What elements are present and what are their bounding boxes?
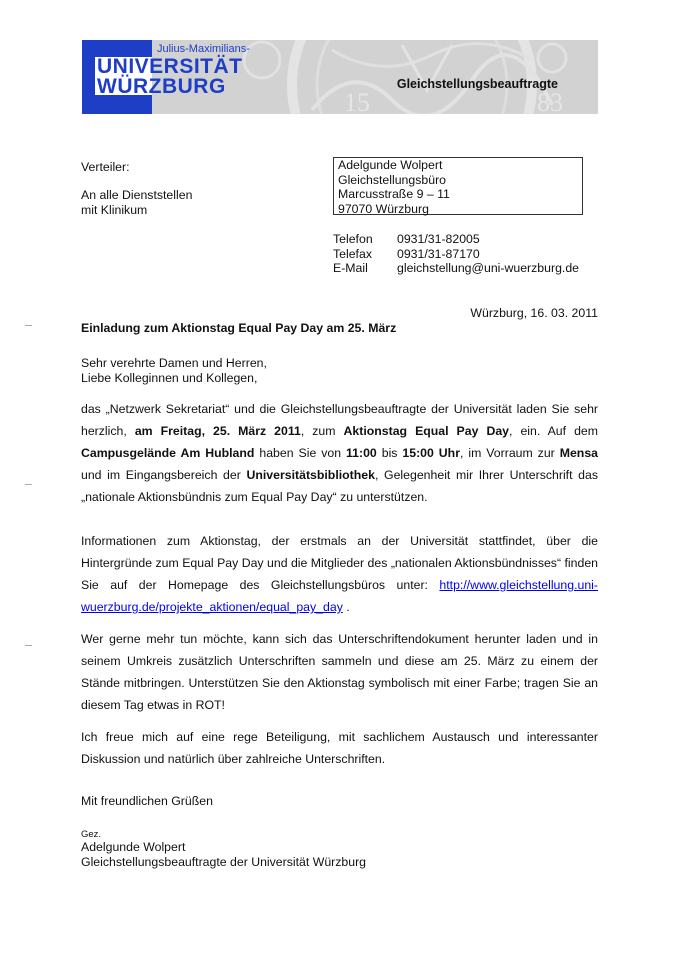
contact-label: E-Mail: [333, 261, 368, 275]
paragraph-closing: Ich freue mich auf eine rege Beteiligung, mit sachlichem Austausch und interessanter Diskussion und natürlich über zahlreiche Unterschriften.: [81, 730, 598, 766]
contact-email: [333, 261, 579, 276]
bold-library: Universitätsbibliothek: [246, 468, 375, 482]
fold-mark: [25, 484, 32, 485]
contact-value: 0931/31-87170: [397, 246, 480, 261]
bold-end-time: 15:00 Uhr: [402, 446, 460, 460]
bold-mensa: Mensa: [559, 446, 598, 460]
homepage-link[interactable]: http://www.gleichstellung.uni-wuerzburg.de/projekte_aktionen/equal_pay_day: [81, 578, 598, 614]
signature-gez: Gez.: [81, 829, 102, 840]
salutation-line: Sehr verehrte Damen und Herren,: [81, 356, 267, 370]
text: haben Sie von: [254, 446, 346, 460]
signature-title: Gleichstellungsbeauftragte der Universität Würzburg: [81, 855, 367, 869]
bold-start-time: 11:00: [346, 446, 377, 460]
text: , im Vorraum zur: [459, 446, 560, 460]
distribution-list: [81, 188, 192, 217]
bold-date: am Freitag, 25. März 2011: [134, 424, 301, 438]
distribution-label: Verteiler:: [81, 160, 130, 174]
sender-name: Adelgunde Wolpert: [338, 158, 443, 172]
text: Informationen zum Aktionstag, der erstmals an der Universität stattfindet, über die Hintergründe zum Equal Pay Day und die Mitglieder des „nationalen Aktionsbündnisses“ finden Sie auf der Homepage des Gleichstellungsbüros unter:: [81, 534, 598, 592]
fold-mark: [25, 645, 32, 646]
email-link[interactable]: gleichstellung@uni-wuerzburg.de: [397, 261, 580, 275]
logo-line-wuerzburg: WÜRZBURG: [97, 75, 226, 98]
logo-line-universitaet: UNIVERSITÄT: [97, 55, 243, 78]
paragraph-info: [81, 530, 598, 618]
distribution-line: An alle Dienststellen: [81, 188, 193, 202]
seal-year-left: 15: [344, 88, 370, 114]
sender-street: Marcusstraße 9 – 11: [338, 187, 450, 201]
text: , ein. Auf dem: [509, 424, 598, 438]
subject-line: Einladung zum Aktionstag Equal Pay Day am 25. März: [81, 321, 397, 335]
sender-office: Gleichstellungsbüro: [338, 172, 447, 187]
sender-city: 97070 Würzburg: [338, 201, 429, 216]
signature-name: Adelgunde Wolpert: [81, 840, 186, 854]
sender-address-box: [333, 157, 583, 215]
salutation-line: Liebe Kolleginnen und Kollegen,: [81, 371, 258, 385]
letterhead-banner: [82, 40, 598, 114]
bold-location: Campusgelände Am Hubland: [81, 446, 255, 460]
seal-year-right: 83: [537, 88, 563, 114]
distribution-line: mit Klinikum: [81, 202, 148, 217]
paragraph-signatures: Wer gerne mehr tun möchte, kann sich das Unterschriftendokument herunter laden und in seinem Umkreis zusätzlich Unterschriften sammeln und diese am 25. März zu einem der Stände mitbringen. Unterstützen Sie den Aktionstag symbolisch mit einer Farbe; tragen Sie an diesem Tag etwas in ROT!: [81, 632, 598, 712]
logo-subtitle: Julius-Maximilians-: [157, 43, 250, 55]
contact-value: 0931/31-82005: [397, 232, 480, 246]
text: bis: [376, 446, 403, 460]
contact-phone: [333, 232, 579, 247]
text: , zum: [300, 424, 344, 438]
paragraph-event: [81, 398, 598, 508]
contact-label: Telefax: [333, 246, 372, 261]
text: , Gelegenheit mir Ihrer Unterschrift das „nationale Aktionsbündnis zum Equal Pay Day“ zu unterstützen.: [81, 468, 598, 504]
signature-block: [81, 840, 366, 870]
bold-event: Aktionstag Equal Pay Day: [343, 424, 510, 438]
text: und im Eingangsbereich der: [81, 468, 247, 482]
text: .: [342, 600, 350, 614]
text: das „Netzwerk Sekretariat“ und die Gleichstellungsbeauftragte der Universität laden Sie sehr herzlich,: [81, 402, 598, 438]
contact-label: Telefon: [333, 232, 373, 246]
contact-block: [333, 232, 579, 276]
contact-fax: [333, 247, 579, 262]
salutation: [81, 356, 267, 386]
closing-greeting: Mit freundlichen Grüßen: [81, 794, 213, 808]
fold-mark: [25, 325, 32, 326]
date-line: Würzburg, 16. 03. 2011: [470, 306, 598, 320]
department-title: Gleichstellungsbeauftragte: [396, 77, 558, 91]
